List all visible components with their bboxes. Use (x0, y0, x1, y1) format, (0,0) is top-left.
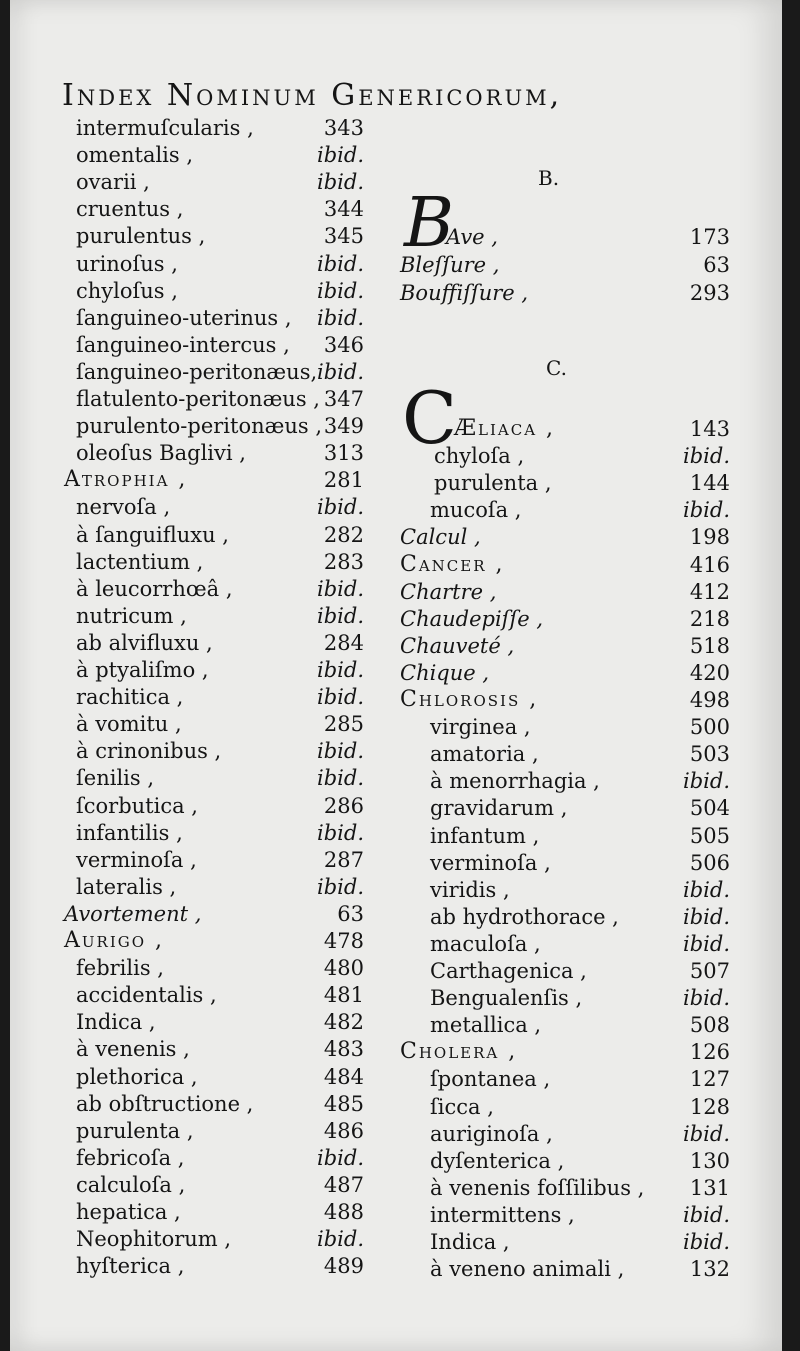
entry-term: infantum , (430, 823, 540, 848)
index-entry (64, 793, 364, 820)
entry-page-number: ibid. (317, 739, 364, 764)
entry-page-number: 281 (323, 468, 364, 493)
index-entry (400, 1256, 730, 1283)
index-entry (400, 280, 730, 308)
entry-term: purulenta , (76, 1118, 194, 1143)
index-entry (64, 522, 364, 549)
index-entry (64, 1172, 364, 1199)
entry-page-number: ibid. (683, 877, 730, 902)
entry-page-number: ibid. (317, 495, 364, 520)
index-entry (400, 470, 730, 497)
entry-term: urinoſus , (76, 251, 178, 276)
entry-term: Cancer , (400, 551, 505, 577)
entry-term: Ave , (446, 225, 498, 249)
entry-page-number: 484 (323, 1064, 364, 1089)
entry-term: ab alvifluxu , (76, 630, 213, 655)
entry-term: à vomitu , (76, 712, 182, 737)
entry-page-number: 518 (689, 633, 730, 658)
entry-term: ſpontanea , (430, 1067, 551, 1092)
entry-term: Chique , (400, 660, 490, 685)
entry-page-number: ibid. (317, 170, 364, 195)
entry-term: Indica , (76, 1010, 156, 1035)
entry-page-number: 283 (323, 549, 364, 574)
entry-term: ſanguineo-intercus , (76, 332, 290, 357)
entry-page-number: ibid. (317, 874, 364, 899)
index-entry (64, 1091, 364, 1118)
index-entry (400, 1039, 730, 1066)
entry-page-number: 131 (689, 1175, 730, 1200)
entry-term: intermittens , (430, 1202, 575, 1227)
index-page (10, 0, 782, 1351)
entry-term: ſanguineo-peritonæus, (76, 359, 318, 384)
entry-page-number: 420 (689, 660, 730, 685)
entry-term: lateralis , (76, 874, 177, 899)
entry-term: purulentus , (76, 224, 206, 249)
entry-page-number: 481 (323, 983, 364, 1008)
entry-term: Avortement , (64, 901, 202, 926)
index-entry (400, 1012, 730, 1039)
entry-page-number: ibid. (317, 305, 364, 330)
entry-page-number: ibid. (317, 658, 364, 682)
entry-term: verminoſa , (76, 847, 197, 872)
index-entry (64, 115, 364, 142)
entry-term: ſcorbutica , (76, 793, 198, 818)
index-entry (64, 955, 364, 982)
entry-term: chyloſus , (76, 278, 178, 303)
entry-page-number: 63 (337, 901, 364, 926)
index-entry (64, 684, 364, 711)
index-entry (400, 1202, 730, 1229)
entry-page-number: 127 (689, 1067, 730, 1092)
index-entry (400, 795, 730, 822)
b-entries (400, 224, 730, 314)
index-entry (400, 1148, 730, 1175)
entry-term: flatulento-peritonæus , (76, 387, 320, 411)
index-entry (64, 1009, 364, 1036)
entry-term: Chaudepiſſe , (400, 606, 543, 631)
entry-page-number: 412 (689, 579, 730, 604)
entry-term: Atrophia , (64, 467, 188, 493)
entry-term: auriginoſa , (430, 1121, 553, 1146)
entry-term: Chartre , (400, 579, 497, 604)
entry-page-number: 489 (323, 1254, 364, 1279)
entry-page-number: ibid. (683, 931, 730, 956)
index-entry (64, 386, 364, 413)
entry-term: purulenta , (434, 471, 552, 496)
entry-page-number: 198 (689, 525, 730, 550)
entry-page-number: 498 (689, 688, 730, 712)
entry-page-number: ibid. (317, 820, 364, 845)
entry-term: Calcul , (400, 525, 481, 550)
entry-page-number: 346 (323, 332, 364, 357)
entry-term: ſenilis , (76, 766, 155, 791)
index-entry (400, 1066, 730, 1093)
entry-page-number: 130 (689, 1148, 730, 1173)
entry-page-number: 128 (689, 1094, 730, 1119)
entry-page-number: ibid. (683, 498, 730, 523)
entry-page-number: ibid. (317, 685, 364, 710)
entry-page-number: 132 (689, 1257, 730, 1282)
section-letter-c: C. (546, 356, 567, 380)
entry-page-number: ibid. (683, 444, 730, 469)
index-entry (400, 660, 730, 687)
entry-page-number: ibid. (317, 278, 364, 303)
entry-page-number: 480 (323, 956, 364, 981)
entry-term: ovarii , (76, 170, 150, 195)
entry-term: à veneno animali , (430, 1257, 625, 1282)
entry-page-number: 63 (703, 253, 730, 277)
index-entry (400, 497, 730, 524)
entry-page-number: 144 (689, 471, 730, 496)
index-entry (400, 1121, 730, 1148)
index-entry (64, 1118, 364, 1145)
index-entry (64, 413, 364, 440)
index-entry (64, 251, 364, 278)
index-entry (64, 549, 364, 576)
index-entry (64, 1064, 364, 1091)
entry-term: Chauveté , (400, 633, 515, 658)
entry-term: metallica , (430, 1013, 542, 1038)
entry-page-number: 478 (323, 929, 364, 953)
index-entry (64, 1145, 364, 1172)
index-entry (400, 552, 730, 579)
right-column (400, 160, 730, 1320)
entry-term: viridis , (430, 877, 510, 902)
entry-term: à menorrhagia , (430, 769, 600, 794)
entry-term: Carthagenica , (430, 959, 587, 983)
index-entry (400, 1094, 730, 1121)
entry-term: Cholera , (400, 1039, 518, 1065)
entry-page-number: ibid. (683, 986, 730, 1011)
entry-term: virginea , (430, 715, 531, 740)
entry-term: febrilis , (76, 956, 164, 981)
index-entry (400, 1175, 730, 1202)
entry-page-number: 344 (323, 197, 364, 222)
entry-term: omentalis , (76, 143, 194, 168)
entry-page-number: ibid. (317, 359, 364, 384)
entry-page-number: 506 (689, 850, 730, 875)
entry-term: verminoſa , (430, 850, 551, 875)
index-entry (64, 1253, 364, 1280)
entry-term: gravidarum , (430, 796, 568, 821)
entry-term: ſicca , (430, 1094, 494, 1119)
entry-page-number: 488 (323, 1200, 364, 1224)
entry-term: à crinonibus , (76, 739, 222, 764)
entry-term: Bengualenſis , (430, 986, 583, 1011)
entry-term: amatoria , (430, 742, 539, 767)
index-entry (400, 823, 730, 850)
index-entry (64, 332, 364, 359)
index-entry (400, 931, 730, 958)
entry-term: cruentus , (76, 197, 184, 222)
index-entry (64, 467, 364, 494)
entry-term: rachitica , (76, 685, 184, 710)
drop-cap-b: B (404, 184, 454, 263)
entry-term: oleoſus Baglivi , (76, 441, 246, 466)
entry-page-number: 505 (689, 823, 730, 848)
entry-page-number: 313 (323, 441, 364, 466)
index-entry (400, 224, 730, 252)
index-entry (64, 1036, 364, 1063)
entry-term: chyloſa , (434, 444, 525, 469)
entry-page-number: 485 (323, 1091, 364, 1116)
entry-page-number: 143 (689, 417, 730, 441)
entry-term: Neophitorum , (76, 1227, 232, 1252)
index-entry (64, 440, 364, 467)
index-entry (64, 169, 364, 196)
index-entry (64, 874, 364, 901)
entry-page-number: 343 (323, 116, 364, 140)
index-entry (400, 416, 730, 443)
index-entry (400, 768, 730, 795)
index-entry (400, 904, 730, 931)
index-entry (64, 196, 364, 223)
left-column (64, 115, 364, 1315)
entry-page-number: 126 (689, 1040, 730, 1065)
index-entry (400, 252, 730, 280)
index-entry (64, 711, 364, 738)
entry-term: Bouffiſſure , (400, 281, 529, 305)
index-entry (400, 579, 730, 606)
entry-term: calculoſa , (76, 1172, 186, 1197)
entry-page-number: 482 (323, 1010, 364, 1035)
section-letter-b: B. (538, 166, 560, 190)
entry-page-number: 508 (689, 1013, 730, 1038)
index-entry (400, 1229, 730, 1256)
entry-page-number: 347 (323, 387, 364, 411)
index-entry (64, 820, 364, 847)
entry-page-number: 503 (689, 742, 730, 767)
entry-page-number: 218 (689, 606, 730, 631)
entry-term: hyſterica , (76, 1254, 185, 1279)
index-entry (400, 633, 730, 660)
entry-page-number: ibid. (683, 1121, 730, 1146)
entry-page-number: 285 (323, 712, 364, 737)
page-header: Index Nominum Genericorum, (62, 78, 563, 113)
index-entry (400, 524, 730, 551)
entry-term: plethorica , (76, 1064, 198, 1089)
entry-term: maculoſa , (430, 931, 541, 956)
entry-term: à ptyaliſmo , (76, 658, 209, 682)
entry-term: à venenis , (76, 1037, 190, 1062)
entry-page-number: ibid. (683, 904, 730, 929)
entry-term: infantilis , (76, 820, 183, 845)
entry-term: accidentalis , (76, 983, 217, 1008)
entry-term: à leucorrhœâ , (76, 576, 233, 601)
entry-page-number: ibid. (317, 603, 364, 628)
index-entry (64, 738, 364, 765)
entry-page-number: 287 (323, 847, 364, 872)
index-entry (64, 494, 364, 521)
index-entry (64, 1226, 364, 1253)
entry-page-number: 284 (323, 630, 364, 655)
entry-page-number: 282 (323, 522, 364, 547)
index-entry (64, 1199, 364, 1226)
index-entry (64, 142, 364, 169)
entry-term: ab obſtructione , (76, 1091, 254, 1116)
entry-term: lactentium , (76, 549, 204, 574)
index-entry (400, 443, 730, 470)
entry-page-number: 416 (689, 552, 730, 577)
entry-term: ab hydrothorace , (430, 904, 619, 929)
entry-page-number: ibid. (317, 766, 364, 791)
entry-page-number: 486 (323, 1118, 364, 1143)
index-entry (400, 714, 730, 741)
index-entry (400, 958, 730, 985)
c-entries (400, 416, 730, 1316)
entry-term: Indica , (430, 1230, 510, 1254)
index-entry (64, 657, 364, 684)
index-entry (64, 982, 364, 1009)
entry-term: hepatica , (76, 1200, 181, 1224)
index-entry (64, 576, 364, 603)
entry-term: Chlorosis , (400, 687, 539, 712)
entry-page-number: 500 (689, 715, 730, 740)
entry-page-number: ibid. (317, 143, 364, 168)
entry-page-number: 349 (323, 414, 364, 439)
entry-term: ſanguineo-uterinus , (76, 305, 292, 330)
index-entry (400, 877, 730, 904)
entry-page-number: ibid. (317, 1145, 364, 1170)
index-entry (400, 687, 730, 714)
entry-page-number: ibid. (317, 1227, 364, 1252)
index-entry (64, 359, 364, 386)
entry-term: à venenis foſſilibus , (430, 1175, 645, 1200)
index-entry (64, 928, 364, 955)
entry-term: Aurigo , (64, 928, 165, 953)
entry-term: Æliaca , (454, 416, 556, 441)
entry-term: febricoſa , (76, 1145, 185, 1170)
index-entry (400, 741, 730, 768)
index-entry (64, 223, 364, 250)
entry-page-number: 286 (323, 793, 364, 818)
index-entry (400, 850, 730, 877)
entry-term: nutricum , (76, 603, 187, 628)
entry-page-number: ibid. (683, 1230, 730, 1254)
index-entry (64, 278, 364, 305)
entry-page-number: 483 (323, 1037, 364, 1062)
entry-term: Bleſſure , (400, 253, 500, 277)
index-entry (64, 603, 364, 630)
entry-term: mucoſa , (430, 498, 522, 523)
entry-page-number: ibid. (683, 1202, 730, 1227)
entry-page-number: 345 (323, 224, 364, 249)
entry-term: intermuſcularis , (76, 116, 254, 140)
index-entry (64, 765, 364, 792)
index-entry (400, 985, 730, 1012)
drop-cap-c: C (402, 376, 458, 460)
entry-term: purulento-peritonæus , (76, 414, 323, 439)
entry-term: dyſenterica , (430, 1148, 565, 1173)
index-entry (64, 305, 364, 332)
entry-page-number: 504 (689, 796, 730, 821)
entry-page-number: 507 (689, 959, 730, 983)
index-entry (400, 606, 730, 633)
index-entry (64, 901, 364, 928)
entry-term: à ſanguifluxu , (76, 522, 229, 547)
entry-page-number: 487 (323, 1172, 364, 1197)
entry-page-number: ibid. (317, 251, 364, 276)
entry-page-number: ibid. (683, 769, 730, 794)
entry-page-number: ibid. (317, 576, 364, 601)
index-entry (64, 630, 364, 657)
index-entry (64, 847, 364, 874)
entry-term: nervoſa , (76, 495, 171, 520)
entry-page-number: 293 (689, 281, 730, 305)
entry-page-number: 173 (689, 225, 730, 249)
